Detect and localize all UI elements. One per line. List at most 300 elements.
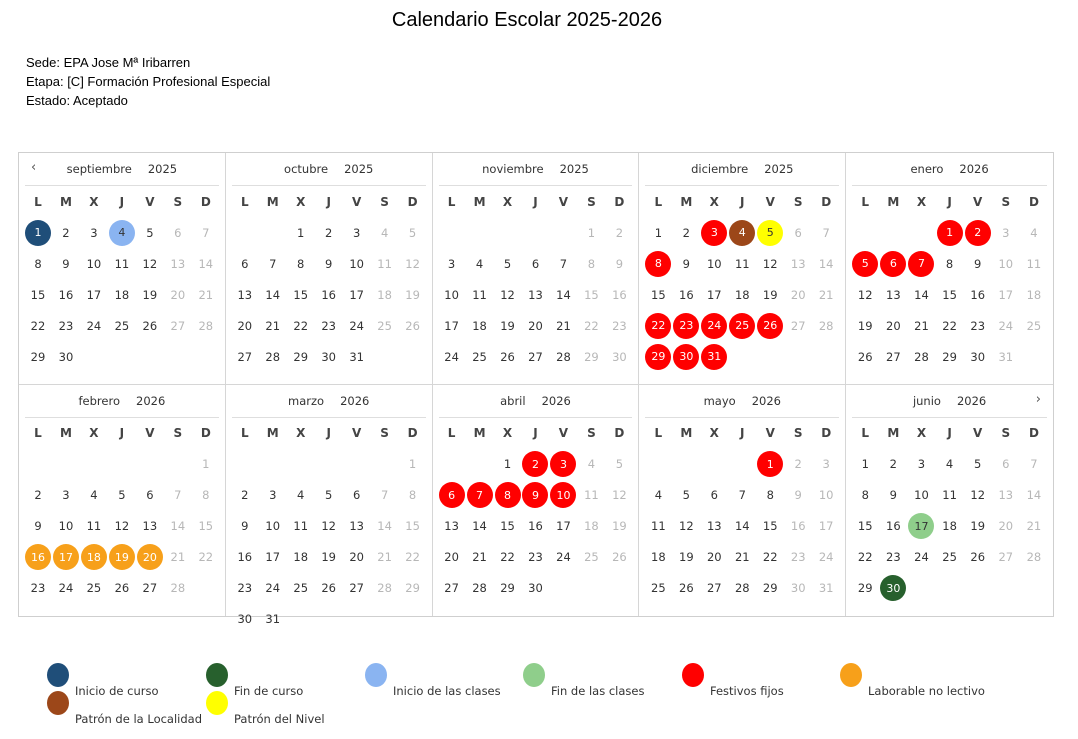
day-cell[interactable] [522,279,550,310]
day-cell[interactable] [812,279,840,310]
day-cell[interactable] [136,310,164,341]
day-cell[interactable] [756,480,784,511]
day-cell[interactable] [315,511,343,542]
day-cell[interactable] [24,217,52,248]
day-cell[interactable] [52,217,80,248]
day-cell[interactable] [494,248,522,279]
day-cell[interactable] [756,279,784,310]
day-cell[interactable] [371,248,399,279]
day-cell[interactable] [851,279,879,310]
day-cell[interactable] [371,480,399,511]
day-cell[interactable] [192,480,220,511]
day-cell[interactable] [466,573,494,604]
day-cell[interactable] [756,542,784,573]
day-cell[interactable] [700,341,728,372]
day-cell[interactable] [992,449,1020,480]
day-cell[interactable] [756,217,784,248]
day-cell[interactable] [24,511,52,542]
day-cell[interactable] [259,604,287,635]
day-cell[interactable] [231,248,259,279]
day-cell[interactable] [399,217,427,248]
day-cell[interactable] [605,511,633,542]
day-cell[interactable] [879,511,907,542]
day-cell[interactable] [399,573,427,604]
day-cell[interactable] [494,511,522,542]
day-cell[interactable] [24,341,52,372]
day-cell[interactable] [259,542,287,573]
day-cell[interactable] [992,279,1020,310]
day-cell[interactable] [964,310,992,341]
day-cell[interactable] [80,248,108,279]
day-cell[interactable] [964,341,992,372]
day-cell[interactable] [577,449,605,480]
day-cell[interactable] [644,480,672,511]
day-cell[interactable] [231,480,259,511]
day-cell[interactable] [164,573,192,604]
day-cell[interactable] [494,341,522,372]
day-cell[interactable] [192,248,220,279]
day-cell[interactable] [644,217,672,248]
day-cell[interactable] [80,480,108,511]
day-cell[interactable] [907,341,935,372]
day-cell[interactable] [259,480,287,511]
day-cell[interactable] [812,449,840,480]
day-cell[interactable] [136,480,164,511]
day-cell[interactable] [315,480,343,511]
day-cell[interactable] [784,480,812,511]
day-cell[interactable] [52,248,80,279]
day-cell[interactable] [52,542,80,573]
day-cell[interactable] [700,248,728,279]
day-cell[interactable] [438,511,466,542]
day-cell[interactable] [907,542,935,573]
day-cell[interactable] [136,217,164,248]
day-cell[interactable] [466,310,494,341]
day-cell[interactable] [784,449,812,480]
day-cell[interactable] [522,480,550,511]
day-cell[interactable] [936,542,964,573]
day-cell[interactable] [259,279,287,310]
day-cell[interactable] [936,279,964,310]
day-cell[interactable] [605,217,633,248]
day-cell[interactable] [287,480,315,511]
day-cell[interactable] [672,573,700,604]
day-cell[interactable] [371,542,399,573]
day-cell[interactable] [494,480,522,511]
day-cell[interactable] [343,341,371,372]
day-cell[interactable] [1020,217,1048,248]
day-cell[interactable] [287,341,315,372]
day-cell[interactable] [812,542,840,573]
day-cell[interactable] [231,511,259,542]
day-cell[interactable] [231,573,259,604]
day-cell[interactable] [549,341,577,372]
day-cell[interactable] [438,310,466,341]
day-cell[interactable] [522,248,550,279]
day-cell[interactable] [644,341,672,372]
day-cell[interactable] [343,511,371,542]
day-cell[interactable] [784,573,812,604]
day-cell[interactable] [1020,480,1048,511]
day-cell[interactable] [164,248,192,279]
day-cell[interactable] [399,480,427,511]
day-cell[interactable] [879,480,907,511]
day-cell[interactable] [756,248,784,279]
day-cell[interactable] [371,511,399,542]
day-cell[interactable] [315,573,343,604]
day-cell[interactable] [577,217,605,248]
day-cell[interactable] [466,341,494,372]
day-cell[interactable] [700,279,728,310]
day-cell[interactable] [231,604,259,635]
day-cell[interactable] [24,542,52,573]
day-cell[interactable] [672,480,700,511]
day-cell[interactable] [438,480,466,511]
day-cell[interactable] [879,310,907,341]
day-cell[interactable] [936,449,964,480]
day-cell[interactable] [851,511,879,542]
day-cell[interactable] [494,542,522,573]
day-cell[interactable] [812,480,840,511]
day-cell[interactable] [315,310,343,341]
prev-month-icon[interactable]: ‹ [31,160,37,175]
day-cell[interactable] [52,511,80,542]
day-cell[interactable] [259,573,287,604]
day-cell[interactable] [108,480,136,511]
day-cell[interactable] [605,248,633,279]
day-cell[interactable] [812,310,840,341]
day-cell[interactable] [466,248,494,279]
day-cell[interactable] [672,542,700,573]
day-cell[interactable] [164,217,192,248]
day-cell[interactable] [399,248,427,279]
day-cell[interactable] [136,279,164,310]
day-cell[interactable] [812,573,840,604]
day-cell[interactable] [992,511,1020,542]
day-cell[interactable] [907,480,935,511]
day-cell[interactable] [784,217,812,248]
day-cell[interactable] [756,573,784,604]
day-cell[interactable] [80,573,108,604]
day-cell[interactable] [549,542,577,573]
day-cell[interactable] [259,511,287,542]
day-cell[interactable] [136,511,164,542]
day-cell[interactable] [577,511,605,542]
day-cell[interactable] [231,341,259,372]
day-cell[interactable] [577,480,605,511]
day-cell[interactable] [936,217,964,248]
day-cell[interactable] [728,573,756,604]
day-cell[interactable] [756,511,784,542]
day-cell[interactable] [964,217,992,248]
day-cell[interactable] [80,542,108,573]
day-cell[interactable] [812,217,840,248]
day-cell[interactable] [108,248,136,279]
day-cell[interactable] [672,248,700,279]
day-cell[interactable] [549,511,577,542]
day-cell[interactable] [399,279,427,310]
day-cell[interactable] [936,511,964,542]
day-cell[interactable] [399,310,427,341]
day-cell[interactable] [287,573,315,604]
day-cell[interactable] [728,310,756,341]
day-cell[interactable] [24,279,52,310]
day-cell[interactable] [287,248,315,279]
day-cell[interactable] [466,480,494,511]
day-cell[interactable] [287,310,315,341]
day-cell[interactable] [577,279,605,310]
day-cell[interactable] [812,248,840,279]
day-cell[interactable] [577,310,605,341]
day-cell[interactable] [756,310,784,341]
day-cell[interactable] [851,248,879,279]
day-cell[interactable] [192,279,220,310]
day-cell[interactable] [52,480,80,511]
day-cell[interactable] [494,449,522,480]
day-cell[interactable] [24,480,52,511]
day-cell[interactable] [399,542,427,573]
day-cell[interactable] [259,248,287,279]
day-cell[interactable] [108,217,136,248]
day-cell[interactable] [992,341,1020,372]
day-cell[interactable] [287,511,315,542]
day-cell[interactable] [371,573,399,604]
day-cell[interactable] [936,480,964,511]
day-cell[interactable] [907,511,935,542]
day-cell[interactable] [371,279,399,310]
day-cell[interactable] [728,480,756,511]
day-cell[interactable] [784,248,812,279]
day-cell[interactable] [192,542,220,573]
day-cell[interactable] [24,573,52,604]
day-cell[interactable] [1020,542,1048,573]
day-cell[interactable] [964,248,992,279]
day-cell[interactable] [371,310,399,341]
day-cell[interactable] [522,542,550,573]
day-cell[interactable] [52,279,80,310]
day-cell[interactable] [343,248,371,279]
day-cell[interactable] [879,341,907,372]
day-cell[interactable] [494,279,522,310]
day-cell[interactable] [672,511,700,542]
day-cell[interactable] [1020,248,1048,279]
day-cell[interactable] [343,310,371,341]
day-cell[interactable] [605,542,633,573]
day-cell[interactable] [164,511,192,542]
day-cell[interactable] [605,279,633,310]
day-cell[interactable] [577,248,605,279]
day-cell[interactable] [315,248,343,279]
day-cell[interactable] [728,248,756,279]
day-cell[interactable] [549,310,577,341]
day-cell[interactable] [1020,310,1048,341]
day-cell[interactable] [315,542,343,573]
day-cell[interactable] [494,310,522,341]
day-cell[interactable] [231,542,259,573]
day-cell[interactable] [728,279,756,310]
day-cell[interactable] [644,310,672,341]
day-cell[interactable] [784,542,812,573]
day-cell[interactable] [879,449,907,480]
day-cell[interactable] [466,542,494,573]
day-cell[interactable] [812,511,840,542]
day-cell[interactable] [522,511,550,542]
day-cell[interactable] [700,511,728,542]
day-cell[interactable] [438,279,466,310]
day-cell[interactable] [522,341,550,372]
day-cell[interactable] [108,279,136,310]
day-cell[interactable] [700,542,728,573]
day-cell[interactable] [879,248,907,279]
day-cell[interactable] [80,310,108,341]
day-cell[interactable] [343,480,371,511]
day-cell[interactable] [907,248,935,279]
day-cell[interactable] [936,310,964,341]
day-cell[interactable] [136,542,164,573]
day-cell[interactable] [728,217,756,248]
next-month-icon[interactable]: › [1035,391,1041,407]
day-cell[interactable] [231,310,259,341]
day-cell[interactable] [879,542,907,573]
day-cell[interactable] [907,310,935,341]
day-cell[interactable] [52,573,80,604]
day-cell[interactable] [672,341,700,372]
day-cell[interactable] [259,310,287,341]
day-cell[interactable] [549,480,577,511]
day-cell[interactable] [851,341,879,372]
day-cell[interactable] [522,573,550,604]
day-cell[interactable] [343,573,371,604]
day-cell[interactable] [371,217,399,248]
day-cell[interactable] [24,310,52,341]
day-cell[interactable] [522,449,550,480]
day-cell[interactable] [466,511,494,542]
day-cell[interactable] [80,217,108,248]
day-cell[interactable] [108,542,136,573]
day-cell[interactable] [438,248,466,279]
day-cell[interactable] [605,449,633,480]
day-cell[interactable] [605,480,633,511]
day-cell[interactable] [108,511,136,542]
day-cell[interactable] [700,217,728,248]
day-cell[interactable] [315,279,343,310]
day-cell[interactable] [992,248,1020,279]
day-cell[interactable] [644,542,672,573]
day-cell[interactable] [907,449,935,480]
day-cell[interactable] [644,511,672,542]
day-cell[interactable] [438,542,466,573]
day-cell[interactable] [936,248,964,279]
day-cell[interactable] [907,279,935,310]
day-cell[interactable] [700,480,728,511]
day-cell[interactable] [700,310,728,341]
day-cell[interactable] [964,480,992,511]
day-cell[interactable] [851,573,879,604]
day-cell[interactable] [992,217,1020,248]
day-cell[interactable] [644,248,672,279]
day-cell[interactable] [577,341,605,372]
day-cell[interactable] [438,573,466,604]
day-cell[interactable] [1020,511,1048,542]
day-cell[interactable] [644,279,672,310]
day-cell[interactable] [315,217,343,248]
day-cell[interactable] [851,449,879,480]
day-cell[interactable] [108,310,136,341]
day-cell[interactable] [992,542,1020,573]
day-cell[interactable] [964,511,992,542]
day-cell[interactable] [784,511,812,542]
day-cell[interactable] [549,449,577,480]
day-cell[interactable] [164,480,192,511]
day-cell[interactable] [851,480,879,511]
day-cell[interactable] [784,279,812,310]
day-cell[interactable] [108,573,136,604]
day-cell[interactable] [399,511,427,542]
day-cell[interactable] [52,310,80,341]
day-cell[interactable] [784,310,812,341]
day-cell[interactable] [287,542,315,573]
day-cell[interactable] [52,341,80,372]
day-cell[interactable] [1020,279,1048,310]
day-cell[interactable] [522,310,550,341]
day-cell[interactable] [164,542,192,573]
day-cell[interactable] [192,217,220,248]
day-cell[interactable] [192,449,220,480]
day-cell[interactable] [644,573,672,604]
day-cell[interactable] [343,279,371,310]
day-cell[interactable] [164,279,192,310]
day-cell[interactable] [438,341,466,372]
day-cell[interactable] [605,310,633,341]
day-cell[interactable] [287,279,315,310]
day-cell[interactable] [549,248,577,279]
day-cell[interactable] [851,310,879,341]
day-cell[interactable] [399,449,427,480]
day-cell[interactable] [343,542,371,573]
day-cell[interactable] [879,279,907,310]
day-cell[interactable] [672,310,700,341]
day-cell[interactable] [605,341,633,372]
day-cell[interactable] [549,279,577,310]
day-cell[interactable] [756,449,784,480]
day-cell[interactable] [964,542,992,573]
day-cell[interactable] [80,279,108,310]
day-cell[interactable] [1020,449,1048,480]
day-cell[interactable] [577,542,605,573]
day-cell[interactable] [672,217,700,248]
day-cell[interactable] [879,573,907,604]
day-cell[interactable] [494,573,522,604]
day-cell[interactable] [964,279,992,310]
day-cell[interactable] [964,449,992,480]
day-cell[interactable] [315,341,343,372]
day-cell[interactable] [287,217,315,248]
day-cell[interactable] [728,511,756,542]
day-cell[interactable] [192,310,220,341]
day-cell[interactable] [231,279,259,310]
day-cell[interactable] [24,248,52,279]
day-cell[interactable] [672,279,700,310]
day-cell[interactable] [80,511,108,542]
day-cell[interactable] [992,310,1020,341]
day-cell[interactable] [164,310,192,341]
day-cell[interactable] [728,542,756,573]
day-cell[interactable] [466,279,494,310]
day-cell[interactable] [259,341,287,372]
day-cell[interactable] [136,573,164,604]
day-cell[interactable] [700,573,728,604]
day-cell[interactable] [992,480,1020,511]
